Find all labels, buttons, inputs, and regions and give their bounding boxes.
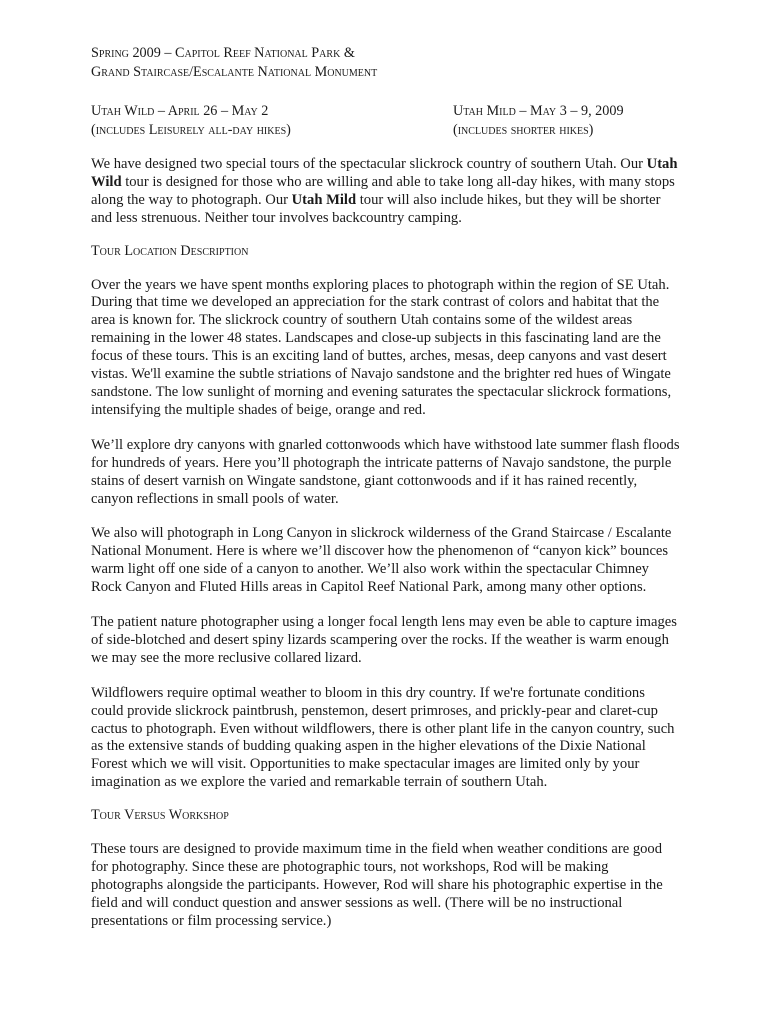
intro-text-2: tour is designed for those who are willing and able to take long all-day hikes, with many stops along the way to photograph. Our bbox=[91, 173, 675, 208]
tour-name: Utah Mild – May 3 – 9, 2009 bbox=[453, 103, 624, 119]
location-paragraph-1: Over the years we have spent months exploring places to photograph within the region of SE Utah. During that time we developed an appreciation for the stark contrast of colors and habitat that the area is known for. The slickrock country of southern Utah contains some of the wildest areas remaining in the lower 48 states. Landscapes and close-up subjects in this fascinating land are the focus of these tours. This is an exciting land of buttes, arches, mesas, deep canyons and vast desert vistas. We'll examine the subtle striations of Navajo sandstone and the brighter red hues of Wingate sandstone. The low sunlight of morning and evening saturates the spectacular slickrock formations, intensifying the multiple shades of beige, orange and red. bbox=[91, 276, 672, 418]
utah-wild-emphasis: Utah Wild bbox=[91, 156, 678, 190]
tour-options bbox=[91, 102, 680, 140]
tour-note: (includes shorter hikes) bbox=[453, 122, 594, 138]
tour-note: (includes Leisurely all-day hikes) bbox=[91, 122, 291, 138]
intro-text-3: tour will also include hikes, but they will be shorter and less strenuous. Neither tour involves backcountry camping. bbox=[91, 191, 661, 226]
location-paragraph-3: We also will photograph in Long Canyon in slickrock wilderness of the Grand Staircase / Escalante National Monument. Here is where we’ll discover how the phenomenon of “canyon kick” bounces warm light off one side of a canyon to another. We’ll also work within the spectacular Chimney Rock Canyon and Fluted Hills areas in Capitol Reef National Park, among many other options. bbox=[91, 525, 672, 596]
workshop-paragraph-1: These tours are designed to provide maximum time in the field when weather conditions are good for photography. Since these are photographic tours, not workshops, Rod will be making photographs alongside the participants. However, Rod will share his photographic expertise in the field and will conduct question and answer sessions as well. (There will be no instructional presentations or film processing service.) bbox=[91, 841, 663, 929]
utah-mild-emphasis: Utah Mild bbox=[291, 191, 357, 208]
section-heading-workshop: Tour Versus Workshop bbox=[91, 807, 229, 824]
document-title bbox=[91, 44, 680, 82]
tour-utah-wild bbox=[91, 102, 453, 140]
title-line-1: Spring 2009 – Capitol Reef National Park & bbox=[91, 45, 355, 61]
title-line-2: Grand Staircase/Escalante National Monument bbox=[91, 64, 378, 80]
location-paragraph-5: Wildflowers require optimal weather to bloom in this dry country. If we're fortunate conditions could provide slickrock paintbrush, penstemon, desert primroses, and prickly-pear and claret-cup cactus to photograph. Even without wildflowers, there is other plant life in the canyon country, such as the extensive stands of budding quaking aspen in the higher elevations of the Dixie National Forest which we will visit. Opportunities to make spectacular images are limited only by your imagination as we explore the varied and remarkable terrain of southern Utah. bbox=[91, 684, 675, 791]
location-paragraph-2: We’ll explore dry canyons with gnarled cottonwoods which have withstood late summer flash floods for hundreds of years. Here you’ll photograph the intricate patterns of Navajo sandstone, the purple stains of desert varnish on Wingate sandstone, giant cottonwoods and if it has rained recently, canyon reflections in small pools of water. bbox=[91, 436, 680, 507]
location-paragraph-4: The patient nature photographer using a longer focal length lens may even be able to capture images of side-blotched and desert spiny lizards scampering over the rocks. If the weather is warm enough we may see the more reclusive collared lizard. bbox=[91, 614, 677, 666]
tour-name: Utah Wild – April 26 – May 2 bbox=[91, 103, 269, 119]
intro-text-1: We have designed two special tours of the spectacular slickrock country of southern Utah. Our bbox=[91, 156, 647, 172]
section-heading-location: Tour Location Description bbox=[91, 242, 249, 259]
tour-utah-mild bbox=[453, 102, 624, 140]
intro-paragraph bbox=[91, 156, 680, 228]
